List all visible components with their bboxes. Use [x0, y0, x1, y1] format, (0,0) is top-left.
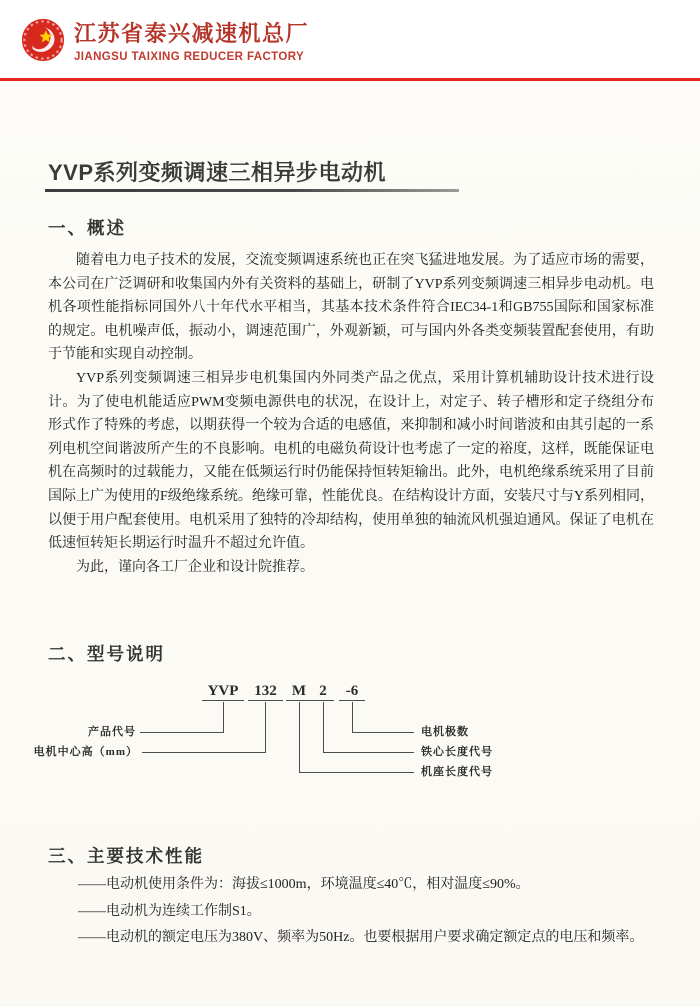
- model-token-frame-height: 132: [248, 683, 283, 701]
- performance-list: [48, 872, 654, 952]
- diagram-connector-line: [140, 732, 224, 733]
- diagram-connector-line: [223, 702, 224, 732]
- label-product-code: 产品代号: [88, 726, 136, 738]
- label-frame-length-code: 机座长度代号: [421, 766, 493, 778]
- model-token-poles: -6: [339, 683, 365, 701]
- title-underline: [45, 189, 459, 192]
- model-token-core-length: 2: [312, 683, 334, 701]
- diagram-connector-line: [299, 702, 300, 772]
- company-name-cn: 江苏省泰兴减速机总厂: [74, 21, 310, 46]
- performance-item-3: ——电动机的额定电压为380V、频率为50Hz。也要根据用户要求确定额定点的电压和频率。: [78, 930, 644, 945]
- document-title: YVP系列变频调速三相异步电动机: [48, 160, 387, 185]
- section-heading-model: 二、型号说明: [48, 644, 165, 664]
- company-name-en: JIANGSU TAIXING REDUCER FACTORY: [74, 51, 305, 63]
- section-heading-overview: 一、概述: [48, 218, 126, 238]
- factory-logo-icon: [20, 17, 66, 63]
- overview-text: [48, 249, 654, 579]
- performance-item-2: ——电动机为连续工作制S1。: [78, 903, 261, 919]
- page-header: [0, 0, 700, 78]
- diagram-connector-line: [352, 702, 353, 732]
- overview-paragraph-2: YVP系列变频调速三相异步电机集国内外同类产品之优点，采用计算机辅助设计技术进行设计。为了使电机能适应PWM变频电源供电的状况，在设计上，对定子、转子槽形和定子绕组分布形式作了特殊的考虑，以期获得一个较为合适的电感值，来抑制和减小时间谐波和由其引起的一系列电机空间谐波所产生的不良影响。电机的电磁负荷设计也考虑了一定的裕度，这样，既能保证电机在高频时的过载能力，又能在低频运行时仍能保持恒转矩输出。此外，电机绝缘系统采用了目前国际上广为使用的F级绝缘系统。绝缘可靠，性能优良。在结构设计方面，安装尺寸与Y系列相同，以便于用户配套使用。电机采用了独特的冷却结构，使用单独的轴流风机强迫通风。保证了电机在低速恒转矩长期运行时温升不超过允许值。: [48, 370, 654, 552]
- model-designation-diagram: [0, 680, 700, 795]
- diagram-connector-line: [265, 702, 266, 752]
- overview-paragraph-3: 为此，谨向各工厂企业和设计院推荐。: [76, 559, 314, 575]
- overview-paragraph-1: 随着电力电子技术的发展，交流变频调速系统也正在突飞猛进地发展。为了适应市场的需要，本公司在广泛调研和收集国内外有关资料的基础上，研制了YVP系列变频调速三相异步电动机。电机各项性能指标同国外八十年代水平相当，其基本技术条件符合IEC34-1和GB755国际和国家标准的规定。电机噪声低，振动小，调速范围广，外观新颖，可与国内外各类变频装置配套使用，有助于节能和实现自动控制。: [48, 253, 654, 363]
- label-pole-number: 电机极数: [421, 726, 469, 738]
- model-token-frame-length: M: [286, 683, 312, 701]
- model-token-series: YVP: [202, 683, 244, 701]
- header-divider: [0, 78, 700, 81]
- brand-block: [74, 21, 309, 65]
- diagram-connector-line: [352, 732, 414, 733]
- diagram-connector-line: [323, 752, 414, 753]
- label-core-length-code: 铁心长度代号: [421, 746, 493, 758]
- diagram-connector-line: [323, 702, 324, 752]
- performance-item-1: ——电动机使用条件为：海拔≤1000m，环境温度≤40℃，相对温度≤90%。: [78, 877, 530, 892]
- label-center-height: 电机中心高（mm）: [33, 746, 138, 758]
- diagram-connector-line: [299, 772, 414, 773]
- section-heading-performance: 三、主要技术性能: [48, 846, 204, 866]
- diagram-connector-line: [142, 752, 266, 753]
